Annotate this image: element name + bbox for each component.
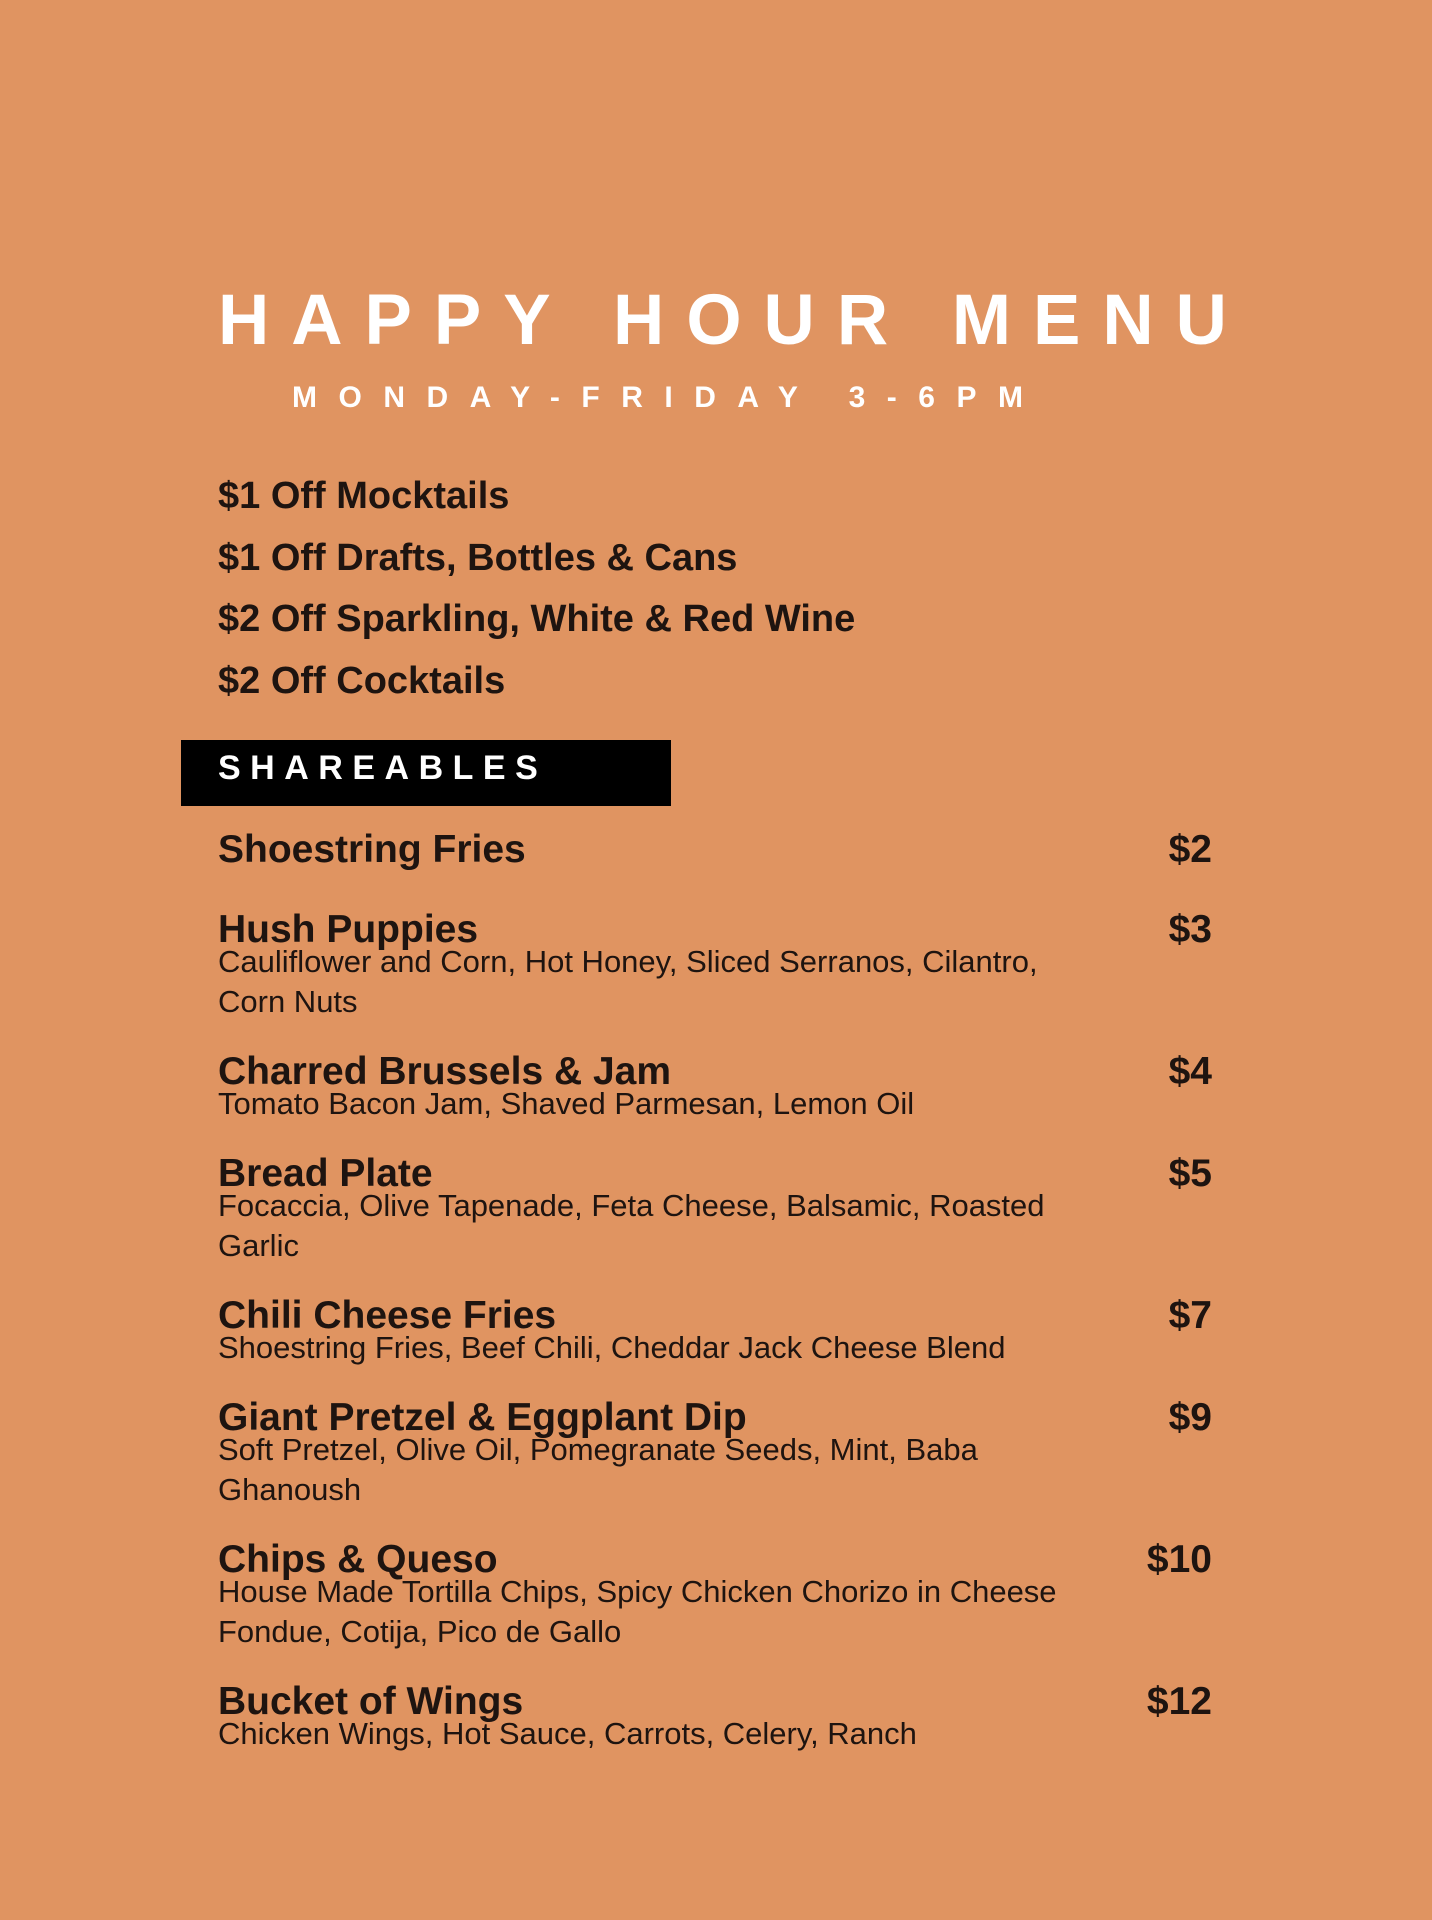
section-label: SHAREABLES [218,749,548,787]
special-item: $2 Off Cocktails [218,659,506,702]
special-item: $1 Off Mocktails [218,475,510,517]
item-price: $9 [1168,1396,1212,1439]
item-description: House Made Tortilla Chips, Spicy Chicken Chorizo in Cheese Fondue, Cotija, Pico de Gallo [218,1574,1057,1649]
item-description: Focaccia, Olive Tapenade, Feta Cheese, Balsamic, Roasted Garlic [218,1188,1045,1263]
item-price: $7 [1168,1294,1212,1337]
item-name: Charred Brussels & Jam [218,1050,672,1093]
item-price: $3 [1168,908,1212,951]
special-item: $1 Off Drafts, Bottles & Cans [218,536,738,579]
menu-item [218,820,1212,880]
item-name: Hush Puppies [218,908,479,951]
item-description: Cauliflower and Corn, Hot Honey, Sliced Serranos, Cilantro, Corn Nuts [218,944,1038,1019]
item-description: Soft Pretzel, Olive Oil, Pomegranate Seeds, Mint, Baba Ghanoush [218,1432,978,1507]
item-description: Shoestring Fries, Beef Chili, Cheddar Jack Cheese Blend [218,1330,1006,1365]
item-name: Chili Cheese Fries [218,1294,557,1337]
item-name: Giant Pretzel & Eggplant Dip [218,1396,747,1439]
special-item: $2 Off Sparkling, White & Red Wine [218,598,856,640]
menu-item [218,1388,1212,1510]
item-name: Chips & Queso [218,1538,498,1581]
shareables-list [218,820,1212,1754]
menu-title: HAPPY HOUR MENU [218,281,1249,360]
item-price: $5 [1168,1152,1212,1195]
drink-specials-list [218,466,1218,712]
menu-item [218,1530,1212,1652]
item-name: Bread Plate [218,1152,433,1195]
item-price: $10 [1146,1538,1212,1581]
item-name: Bucket of Wings [218,1680,524,1723]
menu-item [218,1144,1212,1266]
item-description: Tomato Bacon Jam, Shaved Parmesan, Lemon Oil [218,1086,915,1121]
item-price: $2 [1168,828,1212,871]
menu-item [218,1286,1212,1368]
menu-hours: MONDAY-FRIDAY 3-6PM [292,381,1045,414]
item-name: Shoestring Fries [218,828,526,871]
menu-item [218,1672,1212,1754]
item-price: $12 [1146,1680,1212,1723]
item-price: $4 [1168,1050,1212,1093]
menu-item [218,900,1212,1022]
section-header-shareables [181,740,671,806]
menu-item [218,1042,1212,1124]
item-description: Chicken Wings, Hot Sauce, Carrots, Celery, Ranch [218,1716,917,1751]
